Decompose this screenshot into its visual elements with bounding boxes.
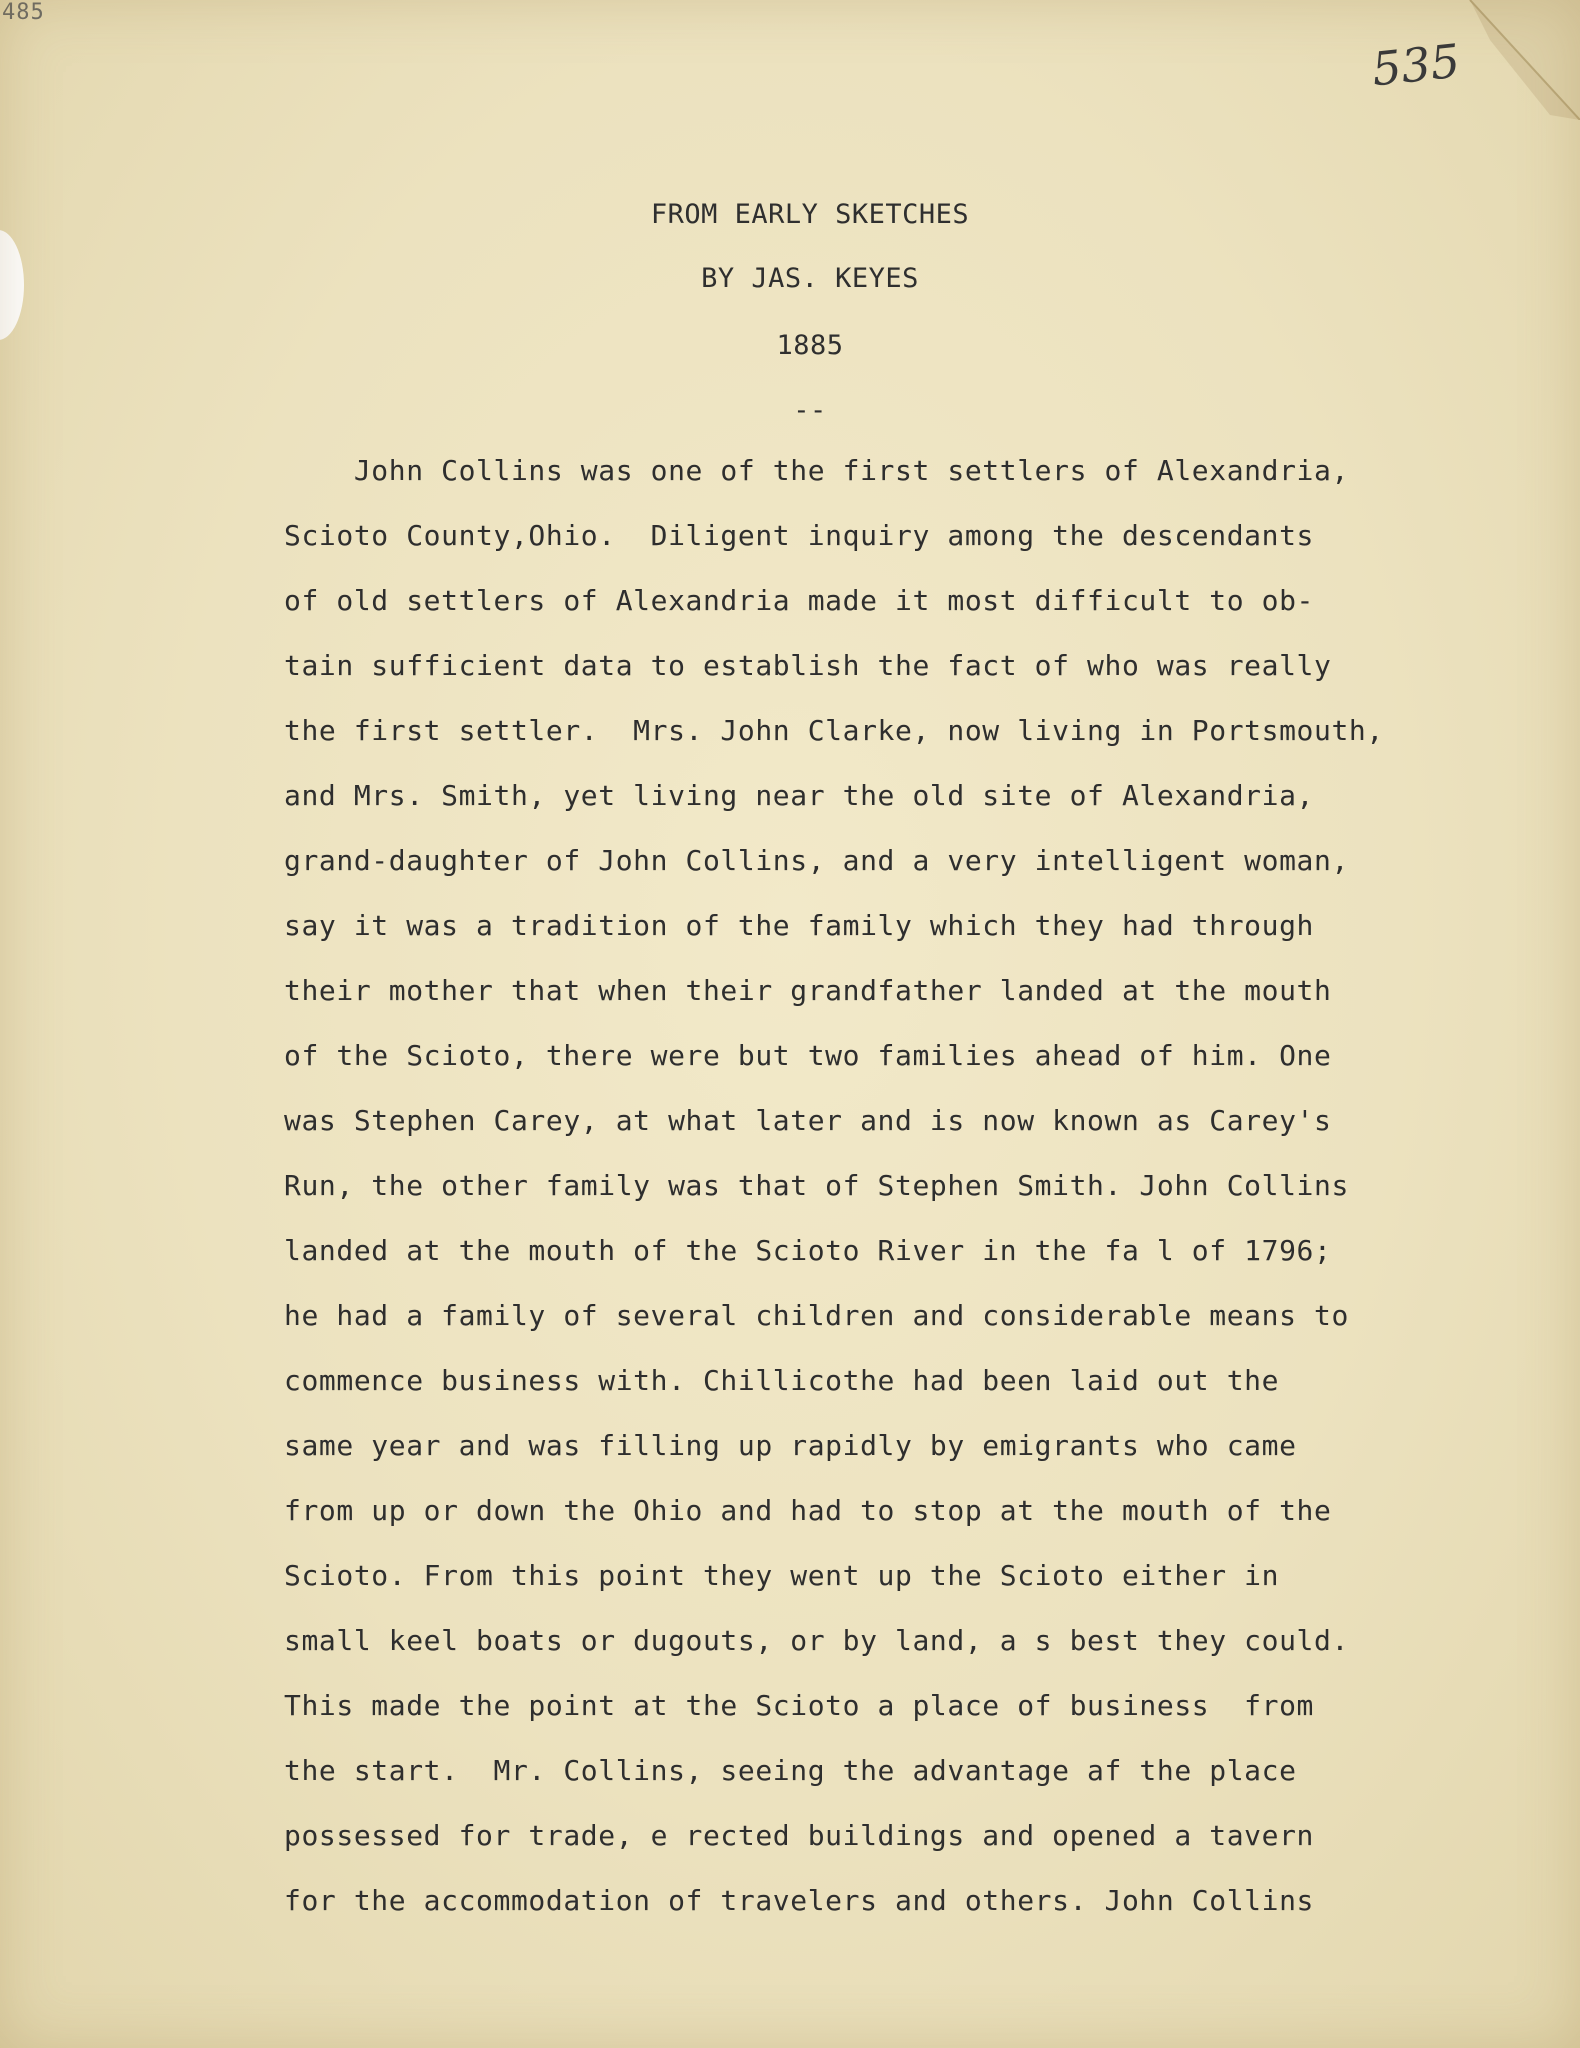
body-line: he had a family of several children and considerable means to — [284, 1299, 1349, 1332]
body-line: This made the point at the Scioto a place of business from — [284, 1689, 1314, 1722]
body-line: John Collins was one of the first settlers of Alexandria, — [284, 454, 1349, 487]
body-line: same year and was filling up rapidly by emigrants who came — [284, 1429, 1297, 1462]
document-year: 1885 — [776, 330, 844, 361]
body-line: Scioto County,Ohio. Diligent inquiry among the descendants — [284, 519, 1314, 552]
body-line: possessed for trade, e rected buildings and opened a tavern — [284, 1819, 1314, 1852]
document-byline: BY JAS. KEYES — [701, 263, 919, 294]
body-line: of the Scioto, there were but two families ahead of him. One — [284, 1039, 1332, 1072]
body-line: Scioto. From this point they went up the Scioto either in — [284, 1559, 1280, 1592]
body-line: landed at the mouth of the Scioto River in the fa l of 1796; — [284, 1234, 1332, 1267]
body-line: the start. Mr. Collins, seeing the advantage af the place — [284, 1754, 1297, 1787]
separator: -- — [793, 395, 827, 426]
handwritten-page-number: 535 — [1369, 33, 1463, 97]
body-line: Run, the other family was that of Stephen Smith. John Collins — [284, 1169, 1349, 1202]
body-line: for the accommodation of travelers and others. John Collins — [284, 1884, 1314, 1917]
body-line: of old settlers of Alexandria made it most difficult to ob- — [284, 584, 1314, 617]
body-line: was Stephen Carey, at what later and is now known as Carey's — [284, 1104, 1332, 1137]
sheet-number: 485 — [2, 0, 45, 25]
body-line: grand-daughter of John Collins, and a very intelligent woman, — [284, 844, 1349, 877]
body-line: small keel boats or dugouts, or by land, a s best they could. — [284, 1624, 1349, 1657]
body-line: say it was a tradition of the family which they had through — [284, 909, 1314, 942]
document-title: FROM EARLY SKETCHES — [650, 199, 970, 230]
body-line: and Mrs. Smith, yet living near the old site of Alexandria, — [284, 779, 1314, 812]
body-line: the first settler. Mrs. John Clarke, now living in Portsmouth, — [284, 714, 1384, 747]
body-line: tain sufficient data to establish the fact of who was really — [284, 649, 1332, 682]
body-line: commence business with. Chillicothe had been laid out the — [284, 1364, 1280, 1397]
body-line: from up or down the Ohio and had to stop at the mouth of the — [284, 1494, 1332, 1527]
body-line: their mother that when their grandfather landed at the mouth — [284, 974, 1332, 1007]
